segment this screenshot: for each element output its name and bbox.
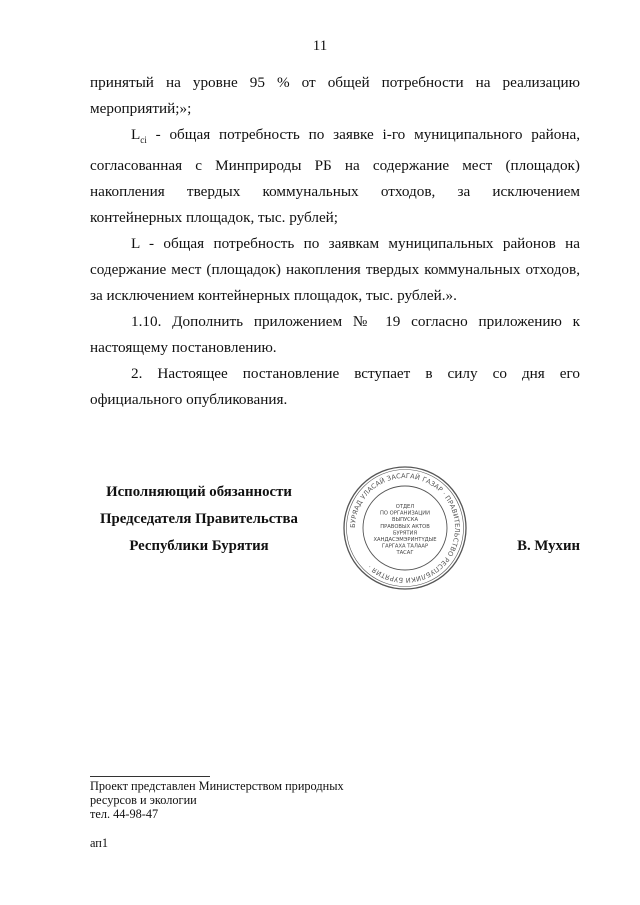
signature-block	[0, 480, 640, 580]
paragraph-continuation: принятый на уровне 95 % от общей потребности на реализацию мероприятий;»;	[90, 74, 580, 117]
seal-center-line: ВЫПУСКА	[391, 517, 419, 524]
signatory-title-line-3: Республики Бурятия	[129, 538, 269, 554]
paragraph-text: - общая потребность по заявке i-го муниципального района, согласованная с Минприроды РБ на содержание мест (площадок) накопления твердых коммунальных отходов, за исключением контейнерных площадок, тыс. рублей;	[90, 126, 580, 227]
seal-center-line: ХАНДАСЭМЭРИНТҮДЫЕ	[373, 537, 437, 543]
footnote-line: ресурсов и экологии	[90, 793, 197, 807]
seal-center-line: ПО ОРГАНИЗАЦИИ	[379, 510, 431, 517]
seal-center-line: ГАРГАХА ТАЛААР	[381, 543, 429, 550]
seal-ring-text: БУРЯАД УЛАСАЙ ЗАСАГАЙ ГАЗАР · ПРАВИТЕЛЬСТВО РЕСПУБЛИКИ БУРЯТИЯ ·	[348, 471, 462, 585]
signatory-name: В. Мухин	[517, 538, 580, 554]
footnote-line: Проект представлен Министерством природных	[90, 779, 344, 793]
footnote-phone: тел. 44-98-47	[90, 807, 159, 821]
formula-subscript: ci	[140, 135, 147, 146]
seal-center-line: ОТДЕЛ	[395, 504, 415, 510]
seal-center-line: ПРАВОВЫХ АКТОВ	[380, 523, 430, 530]
seal-center-line: ТАСАГ	[396, 550, 414, 557]
document-code: ап1	[90, 836, 109, 850]
seal-center-line: БУРЯТИЯ	[392, 530, 418, 537]
signatory-title-line-1: Исполняющий обязанности	[106, 484, 292, 500]
page-number: 11	[312, 38, 328, 54]
paragraph-lci-definition	[90, 122, 580, 231]
signatory-title-line-2: Председателя Правительства	[100, 511, 298, 527]
document-body	[90, 70, 580, 413]
paragraph-item-2: 2. Настоящее постановление вступает в силу со дня его официального опубликования.	[90, 365, 580, 409]
footnote-rule	[90, 776, 210, 777]
paragraph-l-definition: L - общая потребность по заявкам муниципальных районов на содержание мест (площадок) накопления твердых коммунальных отходов, за исключением контейнерных площадок, тыс. рублей.».	[90, 235, 580, 305]
official-seal	[341, 464, 469, 592]
seal-center-text	[373, 504, 436, 556]
paragraph-item-1-10: 1.10. Дополнить приложением № 19 согласно приложению к настоящему постановлению.	[90, 313, 580, 357]
formula-symbol: L	[131, 126, 141, 143]
footnote	[90, 779, 344, 821]
